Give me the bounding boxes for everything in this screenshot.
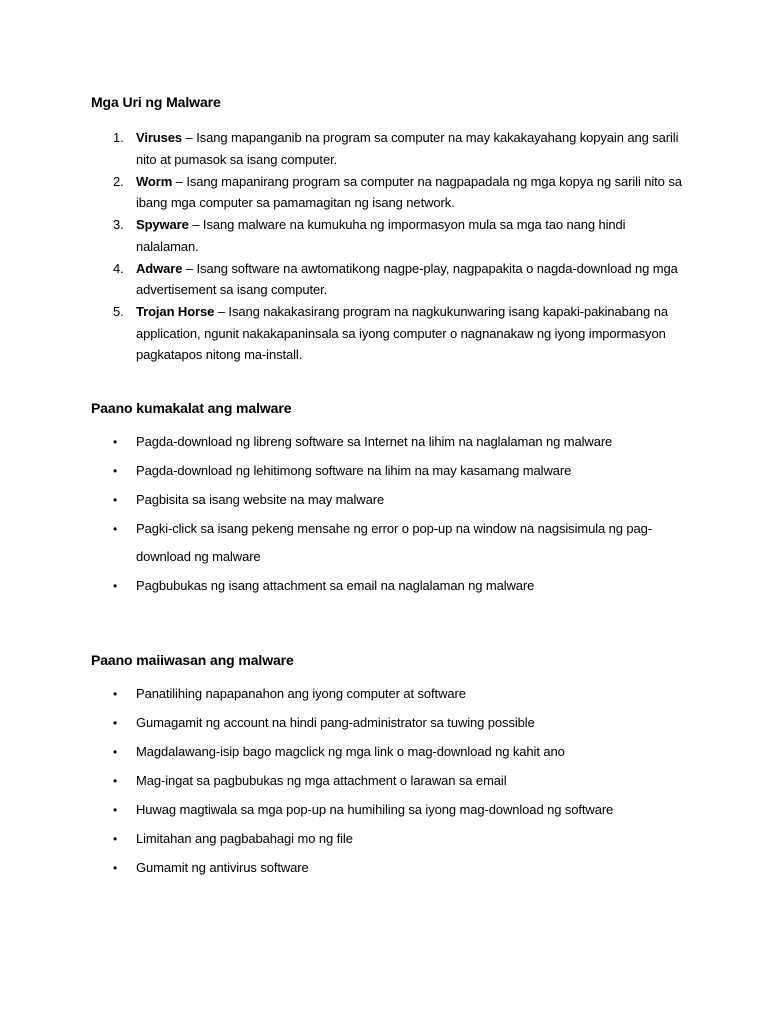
bullet-icon: •	[113, 774, 118, 788]
bullet-icon: •	[113, 435, 118, 449]
item-description: – Isang software na awtomatikong nagpe-play, nagpapakita o nagda-download ng mga advertisement sa isang computer.	[136, 260, 678, 297]
list-item	[91, 738, 691, 766]
item-text: Mag-ingat sa pagbubukas ng mga attachment o larawan sa email	[136, 773, 507, 788]
list-item	[91, 457, 691, 485]
bullet-icon: •	[113, 832, 118, 846]
spread-methods-list	[91, 428, 691, 601]
item-text: Limitahan ang pagbabahagi mo ng file	[136, 831, 353, 846]
list-item	[91, 709, 691, 737]
bullet-icon: •	[113, 687, 118, 701]
item-text: Pagda-download ng libreng software sa Internet na lihim na naglalaman ng malware	[136, 434, 613, 449]
list-item	[91, 171, 691, 214]
list-item	[91, 767, 691, 795]
item-term: Viruses	[136, 130, 183, 145]
bullet-icon: •	[113, 464, 118, 478]
heading-how-to-avoid-malware: Paano maiiwasan ang malware	[91, 652, 294, 668]
item-text: Pagbubukas ng isang attachment sa email na naglalaman ng malware	[136, 578, 535, 593]
list-item	[91, 825, 691, 853]
item-text: Panatilihing napapanahon ang iyong computer at software	[136, 686, 466, 701]
heading-malware-types: Mga Uri ng Malware	[91, 94, 221, 110]
item-description: – Isang nakakasirang program na nagkukunwaring isang kapaki-pakinabang na application, ngunit nakakapaninsala sa iyong computer o nagnanakaw ng iyong impormasyon pagkatapos nitong ma-install.	[136, 304, 668, 362]
list-item	[91, 680, 691, 708]
list-item	[91, 515, 691, 571]
list-item	[91, 572, 691, 600]
item-text: Pagbisita sa isang website na may malware	[136, 492, 385, 507]
item-text: Pagki-click sa isang pekeng mensahe ng error o pop-up na window na nagsisimula ng pag-download ng malware	[136, 521, 653, 564]
item-term: Worm	[136, 173, 173, 189]
list-item	[91, 127, 691, 170]
item-term: Trojan Horse	[136, 304, 215, 319]
bullet-icon: •	[113, 861, 118, 875]
bullet-icon: •	[113, 716, 118, 730]
heading-how-malware-spreads: Paano kumakalat ang malware	[91, 400, 292, 416]
prevention-list	[91, 680, 691, 883]
bullet-icon: •	[113, 522, 118, 536]
item-number: 5.	[113, 304, 124, 319]
item-number: 4.	[113, 260, 124, 276]
bullet-icon: •	[113, 745, 118, 759]
list-item	[91, 428, 691, 456]
item-term: Spyware	[136, 217, 189, 232]
item-text: Huwag magtiwala sa mga pop-up na humihiling sa iyong mag-download ng software	[136, 802, 614, 817]
list-item	[91, 486, 691, 514]
bullet-icon: •	[113, 493, 118, 507]
item-number: 1.	[113, 130, 124, 145]
list-item	[91, 214, 691, 257]
item-text: Magdalawang-isip bago magclick ng mga link o mag-download ng kahit ano	[136, 744, 565, 759]
item-description: – Isang mapanirang program sa computer na nagpapadala ng mga kopya ng sarili nito sa ibang mga computer sa pamamagitan ng isang network.	[136, 173, 682, 210]
bullet-icon: •	[113, 803, 118, 817]
list-item	[91, 796, 691, 824]
item-text: Pagda-download ng lehitimong software na lihim na may kasamang malware	[136, 463, 572, 478]
item-number: 2.	[113, 173, 124, 189]
item-text: Gumamit ng antivirus software	[136, 860, 309, 875]
bullet-icon: •	[113, 579, 118, 593]
item-term: Adware	[136, 260, 183, 276]
item-description: – Isang mapanganib na program sa computer na may kakakayahang kopyain ang sarili nito at pumasok sa isang computer.	[136, 130, 679, 167]
item-number: 3.	[113, 217, 124, 232]
item-description: – Isang malware na kumukuha ng impormasyon mula sa mga tao nang hindi nalalaman.	[136, 217, 626, 254]
list-item	[91, 301, 691, 366]
list-item	[91, 854, 691, 882]
malware-types-list	[91, 127, 691, 366]
list-item	[91, 258, 691, 301]
item-text: Gumagamit ng account na hindi pang-administrator sa tuwing possible	[136, 715, 535, 730]
